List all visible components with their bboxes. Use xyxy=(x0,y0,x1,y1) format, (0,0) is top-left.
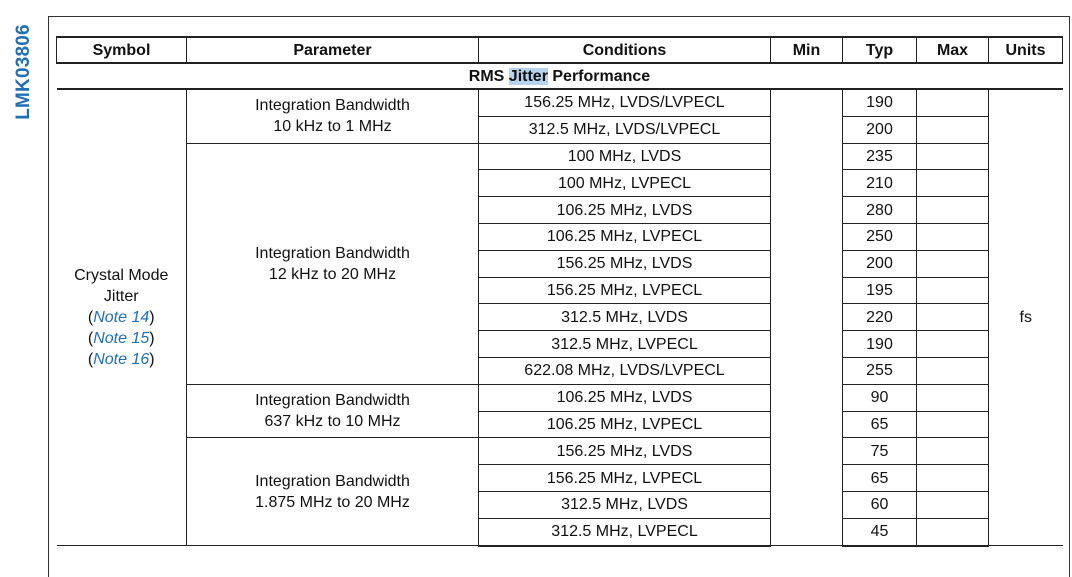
parameter-cell xyxy=(187,143,479,384)
typ-cell: 195 xyxy=(843,277,917,304)
table-row xyxy=(57,89,1063,116)
max-cell xyxy=(917,384,989,411)
typ-cell: 75 xyxy=(843,438,917,465)
parameter-line1: Integration Bandwidth xyxy=(255,244,410,262)
section-prefix: RMS xyxy=(468,67,509,85)
parameter-cell xyxy=(187,384,479,438)
parameter-line1: Integration Bandwidth xyxy=(255,472,410,490)
condition-cell: 312.5 MHz, LVDS/LVPECL xyxy=(479,116,771,143)
condition-cell: 156.25 MHz, LVDS xyxy=(479,250,771,277)
header-parameter: Parameter xyxy=(187,37,479,63)
parameter-cell xyxy=(187,438,479,546)
header-conditions: Conditions xyxy=(479,37,771,63)
table-row xyxy=(57,143,1063,170)
max-cell xyxy=(917,250,989,277)
typ-cell: 200 xyxy=(843,250,917,277)
max-cell xyxy=(917,331,989,358)
header-units: Units xyxy=(989,37,1063,63)
typ-cell: 280 xyxy=(843,197,917,224)
max-cell xyxy=(917,357,989,384)
max-cell xyxy=(917,491,989,518)
typ-cell: 220 xyxy=(843,304,917,331)
typ-cell: 65 xyxy=(843,411,917,438)
parameter-line1: Integration Bandwidth xyxy=(255,97,410,115)
condition-cell: 106.25 MHz, LVDS xyxy=(479,384,771,411)
section-row xyxy=(57,63,1063,89)
condition-cell: 106.25 MHz, LVDS xyxy=(479,197,771,224)
condition-cell: 100 MHz, LVPECL xyxy=(479,170,771,197)
max-cell xyxy=(917,170,989,197)
max-cell xyxy=(917,465,989,492)
header-symbol: Symbol xyxy=(57,37,187,63)
condition-cell: 100 MHz, LVDS xyxy=(479,143,771,170)
note-14-link[interactable]: Note 14 xyxy=(93,309,150,327)
condition-cell: 106.25 MHz, LVPECL xyxy=(479,223,771,250)
jitter-spec-table xyxy=(56,36,1063,547)
typ-cell: 200 xyxy=(843,116,917,143)
parameter-line2: 637 kHz to 10 MHz xyxy=(264,413,401,431)
condition-cell: 106.25 MHz, LVPECL xyxy=(479,411,771,438)
typ-cell: 60 xyxy=(843,491,917,518)
symbol-cell: Crystal Mode Jitter (Note 14) (Note 15) (Note 16) xyxy=(57,89,187,546)
section-suffix: Performance xyxy=(547,67,651,85)
max-cell xyxy=(917,438,989,465)
condition-cell: 156.25 MHz, LVPECL xyxy=(479,465,771,492)
header-typ: Typ xyxy=(843,37,917,63)
max-cell xyxy=(917,277,989,304)
symbol-line2: Jitter xyxy=(103,288,139,306)
condition-cell: 156.25 MHz, LVPECL xyxy=(479,277,771,304)
typ-cell: 90 xyxy=(843,384,917,411)
parameter-line2: 1.875 MHz to 20 MHz xyxy=(255,493,410,511)
parameter-line2: 10 kHz to 1 MHz xyxy=(273,118,392,136)
parameter-line2: 12 kHz to 20 MHz xyxy=(268,265,397,283)
max-cell xyxy=(917,304,989,331)
document-side-label xyxy=(6,12,42,132)
typ-cell: 255 xyxy=(843,357,917,384)
typ-cell: 65 xyxy=(843,465,917,492)
condition-cell: 312.5 MHz, LVPECL xyxy=(479,331,771,358)
table-row xyxy=(57,384,1063,411)
condition-cell: 312.5 MHz, LVDS xyxy=(479,304,771,331)
typ-cell: 235 xyxy=(843,143,917,170)
max-cell xyxy=(917,223,989,250)
min-cell xyxy=(771,89,843,546)
typ-cell: 190 xyxy=(843,331,917,358)
note-15-link[interactable]: Note 15 xyxy=(93,330,150,348)
note-16-link[interactable]: Note 16 xyxy=(93,351,150,369)
typ-cell: 190 xyxy=(843,89,917,116)
section-title xyxy=(57,63,1063,89)
typ-cell: 210 xyxy=(843,170,917,197)
table-header-row xyxy=(57,37,1063,63)
typ-cell: 250 xyxy=(843,223,917,250)
table-row xyxy=(57,438,1063,465)
max-cell xyxy=(917,197,989,224)
max-cell xyxy=(917,411,989,438)
units-cell: fs xyxy=(989,89,1063,546)
part-number: LMK03806 xyxy=(13,24,34,120)
max-cell xyxy=(917,116,989,143)
parameter-line1: Integration Bandwidth xyxy=(255,392,410,410)
typ-cell: 45 xyxy=(843,518,917,545)
max-cell xyxy=(917,143,989,170)
header-max: Max xyxy=(917,37,989,63)
condition-cell: 312.5 MHz, LVDS xyxy=(479,491,771,518)
condition-cell: 156.25 MHz, LVDS xyxy=(479,438,771,465)
condition-cell: 156.25 MHz, LVDS/LVPECL xyxy=(479,89,771,116)
header-min: Min xyxy=(771,37,843,63)
condition-cell: 312.5 MHz, LVPECL xyxy=(479,518,771,545)
max-cell xyxy=(917,89,989,116)
condition-cell: 622.08 MHz, LVDS/LVPECL xyxy=(479,357,771,384)
parameter-cell xyxy=(187,89,479,143)
max-cell xyxy=(917,518,989,545)
symbol-line1: Crystal Mode xyxy=(74,267,169,285)
section-highlight: Jitter xyxy=(508,67,548,85)
